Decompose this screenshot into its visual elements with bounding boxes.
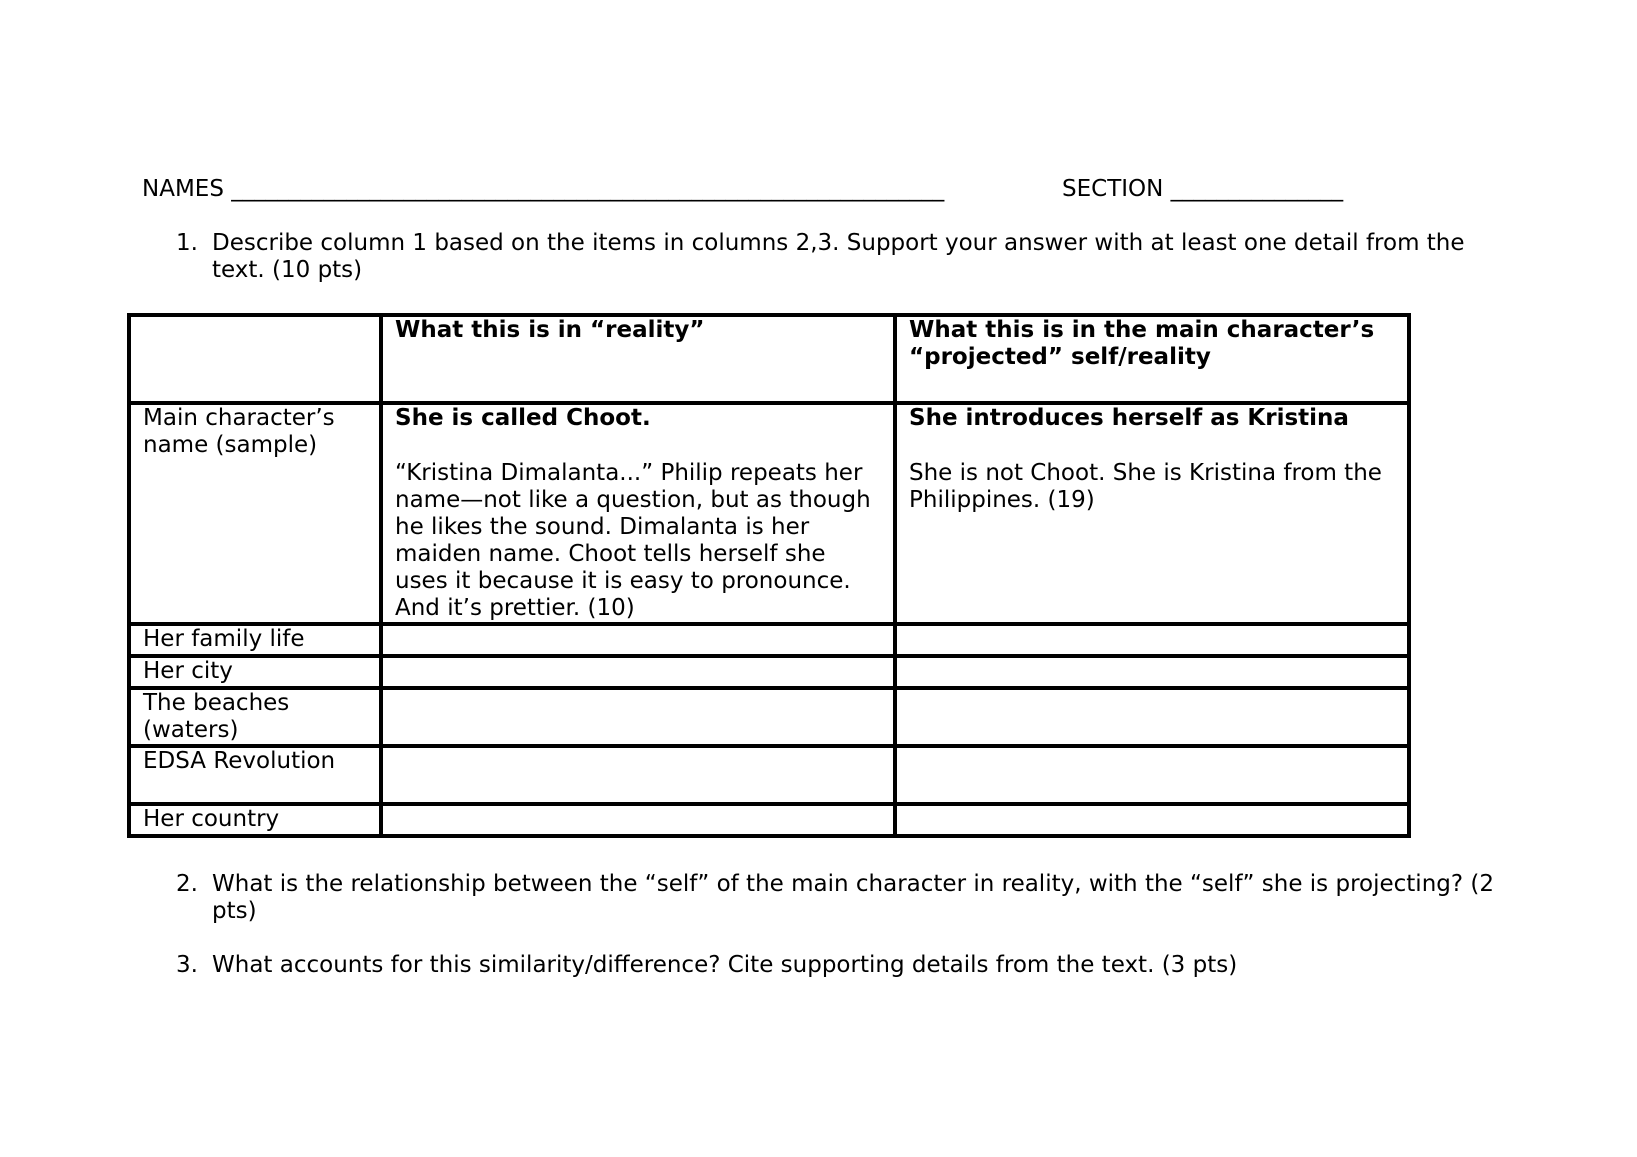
question-text: What accounts for this similarity/difference? Cite supporting details from the text. (3 pts) — [212, 952, 1238, 978]
header-cell-blank — [129, 315, 381, 403]
section-line — [1062, 176, 1343, 203]
question-1 — [176, 230, 1516, 284]
reality-answer-cell[interactable] — [381, 746, 895, 804]
projected-answer-cell[interactable] — [895, 624, 1409, 656]
projected-detail: She is not Choot. She is Kristina from the Philippines. (19) — [909, 460, 1382, 513]
row-label: The beaches (waters) — [129, 688, 381, 746]
names-label: NAMES — [142, 176, 224, 202]
question-text: Describe column 1 based on the items in columns 2,3. Support your answer with at least one detail from the text. (10 pts) — [212, 230, 1465, 283]
reality-summary: She is called Choot. — [395, 405, 651, 431]
row-label: EDSA Revolution — [129, 746, 381, 804]
reality-cell — [381, 403, 895, 624]
names-blank: ______________________________________________________________ — [231, 176, 945, 202]
section-blank: _______________ — [1170, 176, 1344, 202]
reality-answer-cell[interactable] — [381, 804, 895, 836]
table-row — [129, 624, 1409, 656]
names-line — [142, 176, 944, 203]
header-cell-projected: What this is in the main character’s “projected” self/reality — [895, 315, 1409, 403]
question-number: 1. — [176, 230, 198, 256]
table-row-sample — [129, 403, 1409, 624]
projected-answer-cell[interactable] — [895, 688, 1409, 746]
section-label: SECTION — [1062, 176, 1164, 202]
question-text: What is the relationship between the “self” of the main character in reality, with the “self” she is projecting? (2 pts) — [212, 871, 1494, 924]
projected-summary: She introduces herself as Kristina — [909, 405, 1349, 431]
row-label: Her city — [129, 656, 381, 688]
reality-detail: “Kristina Dimalanta...” Philip repeats her name—not like a question, but as though he likes the sound. Dimalanta is her maiden name. Choot tells herself she uses it because it is easy to pronounce. And it’s prettier. (10) — [395, 460, 871, 621]
question-2 — [176, 871, 1516, 925]
projected-cell — [895, 403, 1409, 624]
question-number: 2. — [176, 871, 198, 897]
table-row — [129, 656, 1409, 688]
row-label: Main character’s name (sample) — [129, 403, 381, 624]
table-row — [129, 746, 1409, 804]
table-row — [129, 804, 1409, 836]
reality-answer-cell[interactable] — [381, 624, 895, 656]
reality-answer-cell[interactable] — [381, 688, 895, 746]
row-label: Her country — [129, 804, 381, 836]
table-header-row — [129, 315, 1409, 403]
comparison-table — [127, 313, 1411, 838]
header-cell-reality: What this is in “reality” — [381, 315, 895, 403]
question-number: 3. — [176, 952, 198, 978]
projected-answer-cell[interactable] — [895, 746, 1409, 804]
question-3 — [176, 952, 1516, 979]
row-label: Her family life — [129, 624, 381, 656]
table-row — [129, 688, 1409, 746]
reality-answer-cell[interactable] — [381, 656, 895, 688]
projected-answer-cell[interactable] — [895, 656, 1409, 688]
projected-answer-cell[interactable] — [895, 804, 1409, 836]
